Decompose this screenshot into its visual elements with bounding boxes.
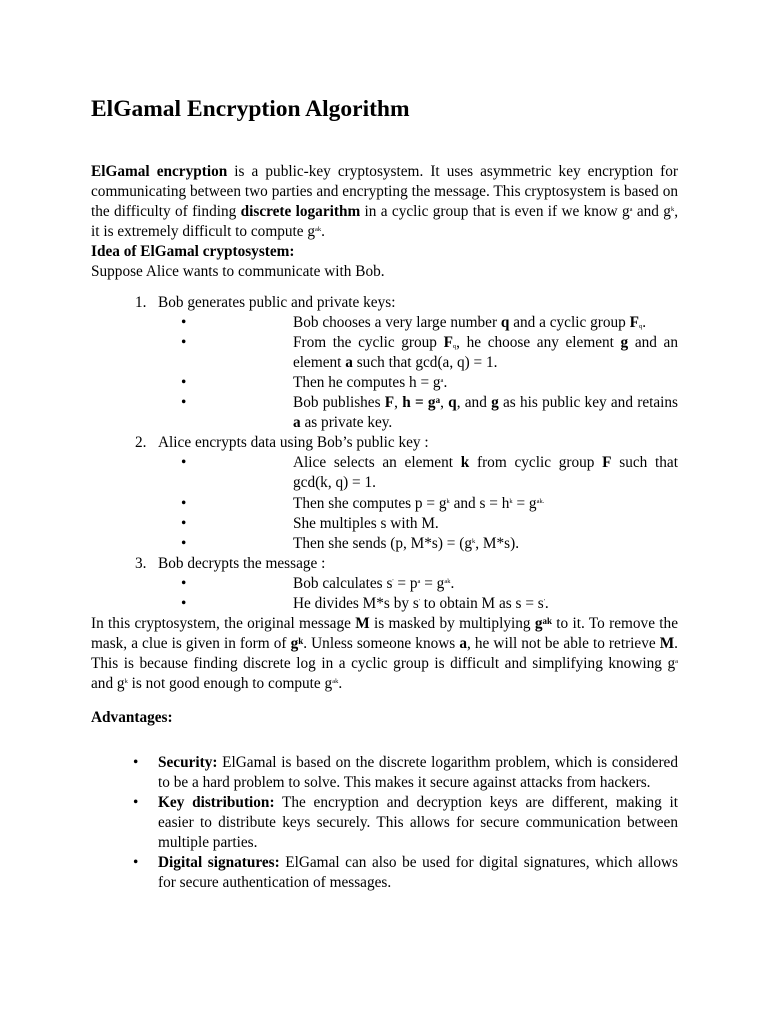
advantages-heading: Advantages: [91, 709, 173, 727]
bullet-icon: • [181, 333, 187, 351]
mask-paragraph: In this cryptosystem, the original message M is masked by multiplying $g^{ak}$ to it. To remove the mask, a clue is given in form of $g^k$. Unless someone knows a, he will not be able to retrieve M. This is because finding discrete log in a cyclic group is difficult and simplifying knowing $g^a$ and $g^k$ is not good enough to compute $g^{ak}$. [91, 615, 678, 693]
bullet-icon: • [181, 594, 187, 612]
step-item-1 [91, 293, 678, 434]
list-item: • Bob calculates $s' = p^a = g^{ak}$. [225, 574, 678, 594]
bullet-icon: • [133, 793, 139, 811]
intro-term-2: discrete logarithm [240, 203, 361, 221]
bullet-icon: • [181, 494, 187, 512]
bullet-icon: • [181, 534, 187, 552]
list-item: • From the cyclic group $F_q$, he choose any element g and an element a such that gcd(a, q) = 1. [181, 333, 678, 371]
list-item: • Then she sends (p, $M*s) = (g^k$, M*s). [225, 534, 678, 554]
bullet-icon: • [181, 394, 187, 412]
bullet-icon: • [181, 454, 187, 472]
list-item: • Alice selects an element k from cyclic group F such that gcd(k, q) = 1. [181, 454, 678, 492]
bullet-icon: • [181, 574, 187, 592]
idea-heading: Idea of ElGamal cryptosystem: [91, 243, 295, 261]
step-3-bullets [158, 574, 678, 614]
steps-list [91, 293, 678, 615]
list-item: • Security: ElGamal is based on the discrete logarithm problem, which is considered to be a hard problem to solve. This makes it secure against attacks from hackers. [133, 753, 678, 791]
advantages-list [91, 753, 678, 894]
bullet-icon: • [133, 753, 139, 771]
list-item: • Then he computes $h = g^a$. [225, 373, 678, 393]
step-1-bullets [158, 313, 678, 434]
intro-term: ElGamal encryption [91, 163, 228, 180]
page-title: ElGamal Encryption Algorithm [91, 96, 410, 122]
step-item-3 [91, 554, 678, 614]
step-number: 3. [135, 554, 147, 572]
list-item: • She multiples s with M. [225, 514, 678, 534]
step-number: 2. [135, 434, 147, 452]
step-item-2 [91, 433, 678, 554]
bullet-icon: • [133, 854, 139, 871]
step-number: 1. [135, 293, 147, 311]
intro-paragraph: ElGamal encryption is a public-key cryptosystem. It uses asymmetric key encryption for communicating between two parties and encrypting the message. This cryptosystem is based on the difficulty of finding discrete logarithm in a cyclic group that is even if we know $g^a$ and $g^k$, it is extremely difficult to compute $g^{ak}$. [91, 163, 679, 241]
list-item: • Bob chooses a very large number q and a cyclic group $F_q$. [225, 313, 678, 333]
step-label: Alice encrypts data using Bob’s public key : [158, 434, 429, 452]
bullet-icon: • [181, 373, 187, 391]
list-item: • Digital signatures: ElGamal can also be used for digital signatures, which allows for secure authentication of messages. [133, 854, 678, 892]
bullet-icon: • [181, 313, 187, 331]
step-2-bullets [158, 453, 678, 553]
list-item: • Key distribution: The encryption and decryption keys are different, making it easier to distribute keys securely. This allows for secure communication between multiple parties. [133, 793, 678, 851]
list-item: • Then she computes $p = g^k$ and $s = h^k = g^{ak.}$ [225, 494, 678, 514]
list-item: • He divides M*s by s' to obtain M as s = s'. [225, 594, 678, 614]
step-label: Bob decrypts the message : [158, 554, 326, 572]
idea-line: Suppose Alice wants to communicate with Bob. [91, 263, 385, 281]
bullet-icon: • [181, 514, 187, 532]
step-label: Bob generates public and private keys: [158, 293, 396, 311]
list-item: • Bob publishes F, $h = g^a$, q, and g as his public key and retains a as private key. [181, 394, 678, 432]
